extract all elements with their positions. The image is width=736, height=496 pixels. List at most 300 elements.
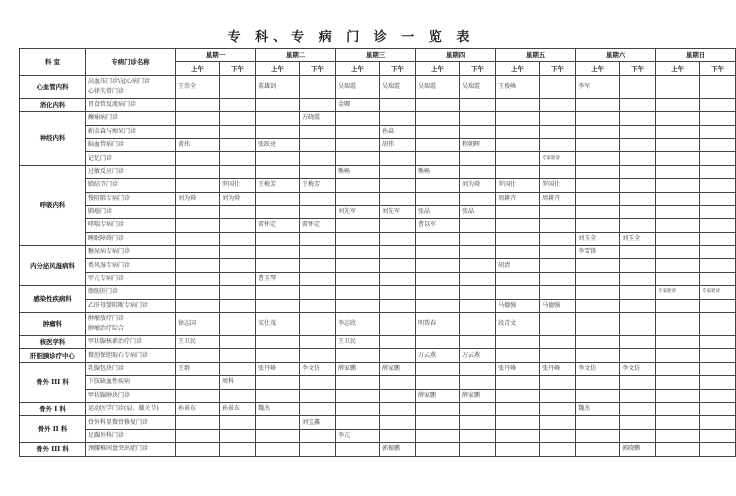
department-cell: 骨外 III 科 [20, 362, 86, 402]
doctor-cell [336, 192, 380, 205]
doctor-cell: 刘玉全 [620, 232, 656, 245]
doctor-cell [220, 219, 256, 232]
doctor-cell: 吴瑞霞 [460, 75, 496, 98]
doctor-cell [576, 125, 620, 138]
doctor-cell: 雷怀定 [300, 219, 336, 232]
doctor-cell [620, 313, 656, 336]
doctor-cell [656, 179, 700, 192]
doctor-cell [576, 219, 620, 232]
doctor-cell [220, 349, 256, 362]
doctor-cell [176, 429, 220, 442]
doctor-cell: 王卫民 [176, 336, 220, 349]
doctor-cell [220, 232, 256, 245]
table-row [20, 443, 736, 456]
doctor-cell [496, 389, 540, 402]
doctor-cell [656, 336, 700, 349]
doctor-cell [300, 232, 336, 245]
table-row [20, 125, 736, 138]
doctor-cell [176, 299, 220, 312]
doctor-cell [700, 389, 736, 402]
doctor-cell [416, 376, 460, 389]
day-header: 星期六 [576, 49, 656, 62]
doctor-cell: 张丹峰 [496, 362, 540, 375]
doctor-cell [220, 429, 256, 442]
doctor-cell [460, 165, 496, 178]
doctor-cell: 薛家鹏 [416, 389, 460, 402]
doctor-cell [176, 443, 220, 456]
doctor-cell: 刘先军 [380, 205, 416, 218]
doctor-cell: 熊畅 [336, 165, 380, 178]
doctor-cell [176, 205, 220, 218]
doctor-cell [416, 152, 460, 165]
table-row [20, 416, 736, 429]
am-header: 上午 [256, 62, 300, 75]
doctor-cell [540, 389, 576, 402]
pm-header: 下午 [620, 62, 656, 75]
doctor-cell [416, 112, 460, 125]
doctor-cell [256, 112, 300, 125]
doctor-cell [620, 272, 656, 285]
department-cell: 核医学科 [20, 336, 86, 349]
clinic-name-cell: 糖尿病专病门诊 [86, 246, 176, 259]
doctor-cell [300, 313, 336, 336]
doctor-cell [576, 138, 620, 151]
doctor-cell [496, 205, 540, 218]
doctor-cell [576, 429, 620, 442]
doctor-cell: 张丹峰 [540, 362, 576, 375]
doctor-cell [256, 336, 300, 349]
doctor-cell [540, 246, 576, 259]
clinic-name-cell: 癫痫病门诊 [86, 112, 176, 125]
doctor-cell [620, 179, 656, 192]
doctor-cell [540, 313, 576, 336]
doctor-cell: 马德强 [540, 299, 576, 312]
doctor-cell [540, 219, 576, 232]
doctor-cell [656, 112, 700, 125]
clinic-name-cell: 运动医学门诊(肩、膝关节) [86, 402, 176, 415]
doctor-cell [576, 259, 620, 272]
doctor-cell [540, 336, 576, 349]
doctor-cell [700, 259, 736, 272]
doctor-cell [656, 389, 700, 402]
doctor-cell [540, 138, 576, 151]
doctor-cell [700, 138, 736, 151]
doctor-cell [220, 286, 256, 299]
doctor-cell [300, 429, 336, 442]
doctor-cell [496, 125, 540, 138]
doctor-cell [700, 362, 736, 375]
doctor-cell [620, 349, 656, 362]
day-header: 星期四 [416, 49, 496, 62]
doctor-cell [656, 299, 700, 312]
doctor-cell [620, 112, 656, 125]
doctor-cell [220, 205, 256, 218]
doctor-cell: 罗国仕 [496, 179, 540, 192]
doctor-cell [540, 165, 576, 178]
doctor-cell [700, 112, 736, 125]
doctor-cell [220, 272, 256, 285]
doctor-cell [416, 416, 460, 429]
doctor-cell [416, 179, 460, 192]
doctor-cell [700, 205, 736, 218]
table-row [20, 259, 736, 272]
day-header: 星期一 [176, 49, 256, 62]
doctor-cell [176, 112, 220, 125]
doctor-cell [460, 246, 496, 259]
doctor-cell: 王崇全 [176, 75, 220, 98]
doctor-cell [540, 286, 576, 299]
doctor-cell [540, 429, 576, 442]
doctor-cell [416, 299, 460, 312]
doctor-cell [620, 389, 656, 402]
table-row [20, 286, 736, 299]
doctor-cell: 郭晓鹏 [620, 443, 656, 456]
doctor-cell [256, 98, 300, 111]
doctor-cell [656, 125, 700, 138]
table-row [20, 98, 736, 111]
doctor-cell: 李亢 [336, 429, 380, 442]
doctor-cell [656, 416, 700, 429]
doctor-cell [380, 165, 416, 178]
doctor-cell [300, 259, 336, 272]
doctor-cell [416, 336, 460, 349]
doctor-cell [540, 259, 576, 272]
doctor-cell [220, 138, 256, 151]
doctor-cell [656, 152, 700, 165]
doctor-cell: 方晓霞 [300, 112, 336, 125]
doctor-cell [620, 286, 656, 299]
department-cell: 消化内科 [20, 98, 86, 111]
doctor-cell: 张晶 [460, 205, 496, 218]
doctor-cell [336, 259, 380, 272]
doctor-cell [576, 299, 620, 312]
table-row [20, 192, 736, 205]
doctor-cell [256, 259, 300, 272]
day-header: 星期二 [256, 49, 336, 62]
doctor-cell [256, 205, 300, 218]
doctor-cell [336, 179, 380, 192]
doctor-cell: 专家轮诊 [540, 152, 576, 165]
doctor-cell: 李雪锋 [576, 246, 620, 259]
table-row [20, 205, 736, 218]
doctor-cell [300, 75, 336, 98]
doctor-cell [540, 232, 576, 245]
doctor-cell [300, 192, 336, 205]
doctor-cell [700, 349, 736, 362]
doctor-cell: 李文仿 [620, 362, 656, 375]
doctor-cell: 孙景东 [176, 402, 220, 415]
doctor-cell: 程朝晖 [460, 138, 496, 151]
doctor-cell: 张跃亮 [256, 138, 300, 151]
doctor-cell: 周科 [220, 376, 256, 389]
doctor-cell: 万云燕 [416, 349, 460, 362]
doctor-cell: 王群 [176, 362, 220, 375]
doctor-cell [460, 362, 496, 375]
doctor-cell [656, 443, 700, 456]
doctor-cell [380, 232, 416, 245]
doctor-cell [700, 443, 736, 456]
doctor-cell: 薛家鹏 [380, 362, 416, 375]
doctor-cell [460, 98, 496, 111]
doctor-cell [540, 272, 576, 285]
doctor-cell [336, 246, 380, 259]
doctor-cell: 王俊峰 [496, 75, 540, 98]
doctor-cell [176, 98, 220, 111]
doctor-cell [220, 75, 256, 98]
clinic-name-cell: 骨外科显微骨修复门诊 [86, 416, 176, 429]
doctor-cell [460, 336, 496, 349]
doctor-cell: 曹玉琴 [256, 272, 300, 285]
doctor-cell [576, 389, 620, 402]
doctor-cell [416, 402, 460, 415]
doctor-cell [336, 402, 380, 415]
doctor-cell [496, 165, 540, 178]
doctor-cell [336, 219, 380, 232]
doctor-cell [620, 246, 656, 259]
doctor-cell [460, 376, 496, 389]
doctor-cell [300, 272, 336, 285]
doctor-cell [620, 402, 656, 415]
doctor-cell [700, 152, 736, 165]
clinic-name-cell: 颈腰椎间盘突出症门诊 [86, 443, 176, 456]
doctor-cell [380, 246, 416, 259]
doctor-cell [576, 179, 620, 192]
doctor-cell [220, 165, 256, 178]
doctor-cell: 王梅芳 [300, 179, 336, 192]
doctor-cell [380, 112, 416, 125]
clinic-column-header: 专病门诊名称 [86, 49, 176, 76]
doctor-cell: 马德强 [496, 299, 540, 312]
table-row [20, 232, 736, 245]
doctor-cell [620, 219, 656, 232]
clinic-name-cell: 肺癌门诊 [86, 205, 176, 218]
schedule-body [20, 75, 736, 456]
doctor-cell: 胡伟 [380, 138, 416, 151]
doctor-cell [620, 138, 656, 151]
clinic-name-cell: 睡眠障碍门诊 [86, 232, 176, 245]
doctor-cell [540, 376, 576, 389]
doctor-cell [496, 98, 540, 111]
doctor-cell: 专家轮诊 [700, 286, 736, 299]
doctor-cell [700, 336, 736, 349]
doctor-cell [656, 232, 700, 245]
doctor-cell: 曹以军 [416, 219, 460, 232]
doctor-cell [540, 416, 576, 429]
doctor-cell [700, 98, 736, 111]
doctor-cell [300, 165, 336, 178]
department-cell: 内分泌风湿病科 [20, 246, 86, 286]
doctor-cell [576, 443, 620, 456]
doctor-cell: 吴瑞霞 [336, 75, 380, 98]
doctor-cell [300, 286, 336, 299]
doctor-cell [256, 286, 300, 299]
doctor-cell: 金卿 [336, 98, 380, 111]
doctor-cell [380, 416, 416, 429]
doctor-cell [336, 389, 380, 402]
doctor-cell [496, 376, 540, 389]
table-row [20, 246, 736, 259]
doctor-cell [300, 349, 336, 362]
doctor-cell [700, 165, 736, 178]
doctor-cell [700, 219, 736, 232]
table-row [20, 376, 736, 389]
table-row [20, 336, 736, 349]
doctor-cell [496, 402, 540, 415]
doctor-cell [336, 112, 380, 125]
doctor-cell [176, 416, 220, 429]
doctor-cell: 周耕卉 [540, 192, 576, 205]
doctor-cell [300, 138, 336, 151]
doctor-cell [380, 376, 416, 389]
doctor-cell [540, 402, 576, 415]
doctor-cell [220, 299, 256, 312]
doctor-cell [256, 125, 300, 138]
doctor-cell [540, 205, 576, 218]
doctor-cell [336, 299, 380, 312]
doctor-cell [176, 219, 220, 232]
doctor-cell [496, 443, 540, 456]
doctor-cell [460, 152, 496, 165]
department-cell: 神经内科 [20, 112, 86, 166]
doctor-cell [300, 205, 336, 218]
doctor-cell [656, 259, 700, 272]
doctor-cell [176, 165, 220, 178]
doctor-cell: 罗国仕 [220, 179, 256, 192]
doctor-cell [176, 389, 220, 402]
doctor-cell [416, 138, 460, 151]
clinic-name-cell: 帕金森与痴呆门诊 [86, 125, 176, 138]
doctor-cell [380, 192, 416, 205]
clinic-name-cell: 甲状腺核素治疗门诊 [86, 336, 176, 349]
doctor-cell [576, 205, 620, 218]
doctor-cell [656, 272, 700, 285]
doctor-cell [220, 152, 256, 165]
doctor-cell: 李文仿 [576, 362, 620, 375]
doctor-cell [700, 192, 736, 205]
doctor-cell [256, 299, 300, 312]
clinic-schedule-table [19, 48, 736, 457]
doctor-cell [656, 402, 700, 415]
doctor-cell [656, 165, 700, 178]
clinic-name-cell: 脂肪肝门诊 [86, 286, 176, 299]
doctor-cell [460, 272, 496, 285]
doctor-cell [220, 112, 256, 125]
doctor-cell [700, 272, 736, 285]
doctor-cell [700, 313, 736, 336]
doctor-cell [220, 125, 256, 138]
clinic-name-cell: 甲亢专病门诊 [86, 272, 176, 285]
doctor-cell [576, 349, 620, 362]
doctor-cell [656, 376, 700, 389]
doctor-cell [460, 313, 496, 336]
doctor-cell [176, 272, 220, 285]
pm-header: 下午 [380, 62, 416, 75]
doctor-cell [416, 362, 460, 375]
doctor-cell [620, 376, 656, 389]
doctor-cell [576, 416, 620, 429]
doctor-cell [256, 192, 300, 205]
doctor-cell [220, 389, 256, 402]
doctor-cell [496, 152, 540, 165]
doctor-cell [540, 98, 576, 111]
doctor-cell [496, 429, 540, 442]
doctor-cell [380, 313, 416, 336]
doctor-cell [380, 349, 416, 362]
doctor-cell [700, 75, 736, 98]
doctor-cell [496, 138, 540, 151]
doctor-cell: 段青文 [496, 313, 540, 336]
doctor-cell [336, 349, 380, 362]
doctor-cell [496, 246, 540, 259]
doctor-cell [620, 336, 656, 349]
doctor-cell [380, 98, 416, 111]
department-cell: 呼吸内科 [20, 165, 86, 245]
doctor-cell [576, 98, 620, 111]
doctor-cell [380, 259, 416, 272]
table-row [20, 152, 736, 165]
doctor-cell [700, 416, 736, 429]
clinic-name-cell: 足踝外科门诊 [86, 429, 176, 442]
header-row-days [20, 49, 736, 62]
doctor-cell [620, 165, 656, 178]
doctor-cell: 郭振鹏 [380, 443, 416, 456]
doctor-cell [300, 336, 336, 349]
doctor-cell [336, 443, 380, 456]
doctor-cell [656, 429, 700, 442]
doctor-cell: 张丹峰 [256, 362, 300, 375]
doctor-cell [656, 349, 700, 362]
doctor-cell [656, 362, 700, 375]
table-row [20, 219, 736, 232]
pm-header: 下午 [700, 62, 736, 75]
doctor-cell [336, 152, 380, 165]
doctor-cell: 薛家鹏 [460, 389, 496, 402]
table-row [20, 299, 736, 312]
clinic-name-cell: 乳腺包块门诊 [86, 362, 176, 375]
am-header: 上午 [336, 62, 380, 75]
doctor-cell [176, 179, 220, 192]
clinic-name-cell: 肿瘤放疗门诊 肿瘤治疗综合 [86, 313, 176, 336]
doctor-cell [540, 75, 576, 98]
doctor-cell: 雷怀定 [256, 219, 300, 232]
doctor-cell: 魏杰 [256, 402, 300, 415]
doctor-cell: 刘为舜 [220, 192, 256, 205]
doctor-cell [220, 313, 256, 336]
doctor-cell [460, 286, 496, 299]
doctor-cell [176, 259, 220, 272]
doctor-cell: 李军 [576, 75, 620, 98]
day-header: 星期三 [336, 49, 416, 62]
doctor-cell: 罗国仕 [540, 179, 576, 192]
table-row [20, 389, 736, 402]
doctor-cell [496, 219, 540, 232]
dept-column-header: 科 室 [20, 49, 86, 76]
pm-header: 下午 [300, 62, 336, 75]
table-row [20, 313, 736, 336]
doctor-cell [416, 98, 460, 111]
doctor-cell: 徐志国 [176, 313, 220, 336]
doctor-cell [460, 219, 496, 232]
doctor-cell [380, 402, 416, 415]
doctor-cell [656, 192, 700, 205]
doctor-cell [220, 259, 256, 272]
clinic-name-cell: 乙肝母婴阻断专病门诊 [86, 299, 176, 312]
doctor-cell [300, 246, 336, 259]
doctor-cell [256, 416, 300, 429]
doctor-cell [176, 349, 220, 362]
doctor-cell [576, 152, 620, 165]
pm-header: 下午 [460, 62, 496, 75]
